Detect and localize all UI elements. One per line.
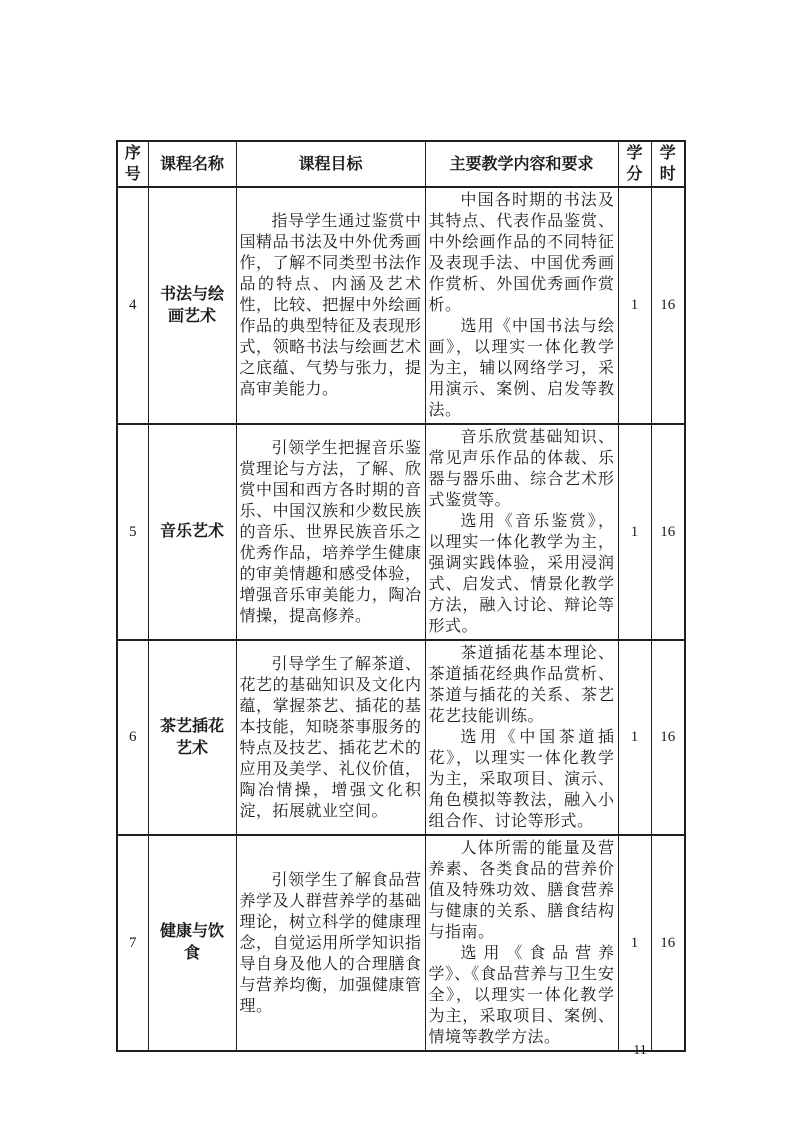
table-row <box>117 835 685 1051</box>
row-number: 5 <box>117 424 148 640</box>
footer-right-dash: — <box>652 1043 667 1058</box>
course-objectives <box>236 640 425 835</box>
table-row <box>117 640 685 835</box>
row-number: 4 <box>117 187 148 424</box>
page-footer <box>600 1043 680 1059</box>
col-header-hours: 学时 <box>651 141 685 187</box>
col-header-course-name: 课程名称 <box>148 141 236 187</box>
objectives-paragraph: 引领学生了解食品营养学及人群营养学的基础理论，树立科学的健康理念，自觉运用所学知识指导自身及他人的合理膳食与营养均衡，加强健康管理。 <box>239 871 422 1015</box>
content-paragraph: 中国各时期的书法及其特点、代表作品鉴赏、中外绘画作品的不同特征及表现手法、中国优秀画作赏析、外国优秀画作赏析。 <box>428 192 615 314</box>
course-credits: 1 <box>618 424 651 640</box>
content-paragraph: 人体所需的能量及营养素、各类食品的营养价值及特殊功效、膳食营养与健康的关系、膳食结构与指南。 <box>428 840 615 941</box>
course-credits: 1 <box>618 640 651 835</box>
course-name: 茶艺插花艺术 <box>148 640 236 835</box>
course-name: 音乐艺术 <box>148 424 236 640</box>
course-credits: 1 <box>618 187 651 424</box>
content-paragraph: 选用《食品营养学》、《食品营养与卫生安全》，以理实一体化教学为主，采取项目、案例、情境等教学方法。 <box>428 945 615 1046</box>
col-header-objectives: 课程目标 <box>236 141 425 187</box>
course-table <box>116 140 686 1052</box>
row-number: 6 <box>117 640 148 835</box>
course-content <box>425 640 618 835</box>
content-paragraph: 茶道插花基本理论、茶道插花经典作品赏析、茶道与插花的关系、茶艺花艺技能训练。 <box>428 645 615 725</box>
course-content <box>425 187 618 424</box>
table-row <box>117 424 685 640</box>
table-header-row <box>117 141 685 187</box>
col-header-number: 序号 <box>117 141 148 187</box>
objectives-paragraph: 引导学生了解茶道、花艺的基础知识及文化内蕴，掌握茶艺、插花的基本技能，知晓茶事服务的特点及技艺、插花艺术的应用及美学、礼仪价值，陶冶情操，增强文化积淀，拓展就业空间。 <box>239 655 422 820</box>
content-paragraph: 音乐欣赏基础知识、常见声乐作品的体裁、乐器与器乐曲、综合艺术形式鉴赏等。 <box>428 429 615 509</box>
course-hours: 16 <box>651 424 685 640</box>
course-table-container <box>116 140 684 1052</box>
content-paragraph: 选用《中国书法与绘画》，以理实一体化教学为主，辅以网络学习，采用演示、案例、启发等教法。 <box>428 318 615 419</box>
course-objectives <box>236 835 425 1051</box>
course-hours: 16 <box>651 187 685 424</box>
course-hours: 16 <box>651 640 685 835</box>
content-paragraph: 选用《音乐鉴赏》，以理实一体化教学为主，强调实践体验，采用浸润式、启发式、情景化教学方法，融入讨论、辩论等形式。 <box>428 513 615 635</box>
objectives-paragraph: 指导学生通过鉴赏中国精品书法及中外优秀画作，了解不同类型书法作品的特点、内涵及艺术性，比较、把握中外绘画作品的典型特征及表现形式，领略书法与绘画艺术之底蕴、气势与张力，提高审美能力。 <box>239 213 422 398</box>
footer-left-dash: — <box>613 1043 628 1058</box>
objectives-paragraph: 引领学生把握音乐鉴赏理论与方法，了解、欣赏中国和西方各时期的音乐、中国汉族和少数民族的音乐、世界民族音乐之优秀作品，培养学生健康的审美情趣和感受体验，增强音乐审美能力，陶冶情操，提高修养。 <box>239 439 422 625</box>
page-number: 11 <box>633 1043 647 1058</box>
row-number: 7 <box>117 835 148 1051</box>
course-objectives <box>236 187 425 424</box>
course-content <box>425 835 618 1051</box>
content-paragraph: 选用《中国茶道插花》，以理实一体化教学为主，采取项目、演示、角色模拟等教法，融入小组合作、讨论等形式。 <box>428 729 615 830</box>
table-row <box>117 187 685 424</box>
course-name: 书法与绘画艺术 <box>148 187 236 424</box>
course-credits: 1 <box>618 835 651 1051</box>
course-objectives <box>236 424 425 640</box>
course-hours: 16 <box>651 835 685 1051</box>
col-header-content: 主要教学内容和要求 <box>425 141 618 187</box>
col-header-credits: 学分 <box>618 141 651 187</box>
course-content <box>425 424 618 640</box>
course-name: 健康与饮食 <box>148 835 236 1051</box>
